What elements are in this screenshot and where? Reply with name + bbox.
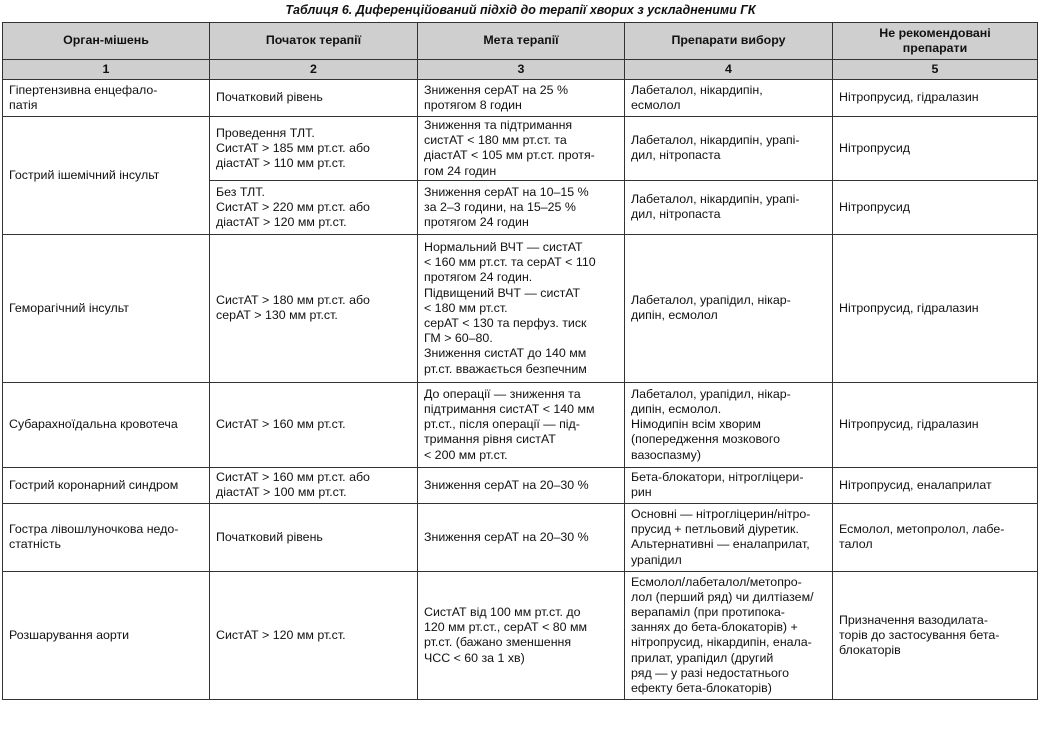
start-cell: СистАТ > 180 мм рт.ст. або серАТ > 130 мм рт.ст. [210, 234, 418, 382]
goal-cell: Зниження серАТ на 20–30 % [418, 503, 625, 571]
header-start: Початок терапії [210, 23, 418, 60]
organ-cell: Гострий ішемічний інсульт [3, 117, 210, 235]
column-number: 5 [833, 60, 1038, 80]
not-recommended-cell: Нітропрусид [833, 117, 1038, 181]
drugs-cell: Основні — нітрогліцерин/нітро- прусид + петльовий діуретик. Альтернативні — еналаприлат, урапідил [625, 503, 833, 571]
not-recommended-cell: Нітропрусид, еналаприлат [833, 467, 1038, 503]
start-cell: Початковий рівень [210, 80, 418, 117]
organ-cell: Субарахноїдальна кровотеча [3, 382, 210, 467]
drugs-cell: Лабеталол, нікардипін, урапі- дил, нітропаста [625, 180, 833, 234]
goal-cell: Зниження серАТ на 10–15 % за 2–3 години, на 15–25 % протягом 24 годин [418, 180, 625, 234]
start-cell: Проведення ТЛТ. СистАТ > 185 мм рт.ст. або діастАТ > 110 мм рт.ст. [210, 117, 418, 181]
organ-cell: Гостра лівошлуночкова недо- статність [3, 503, 210, 571]
organ-cell: Гіпертензивна енцефало- патія [3, 80, 210, 117]
therapy-table [2, 22, 1038, 700]
goal-cell: До операції — зниження та підтримання систАТ < 140 мм рт.ст., після операції — під- тримання рівня систАТ < 200 мм рт.ст. [418, 382, 625, 467]
goal-cell: СистАТ від 100 мм рт.ст. до 120 мм рт.ст., серАТ < 80 мм рт.ст. (бажано зменшення ЧСС < 60 за 1 хв) [418, 571, 625, 699]
organ-cell: Гострий коронарний синдром [3, 467, 210, 503]
column-number: 2 [210, 60, 418, 80]
not-recommended-cell: Призначення вазодилата- торів до застосування бета- блокаторів [833, 571, 1038, 699]
table-caption: Таблиця 6. Диференційований підхід до терапії хворих з ускладненими ГК [285, 3, 756, 17]
goal-cell: Зниження серАТ на 25 % протягом 8 годин [418, 80, 625, 117]
drugs-cell: Лабеталол, урапідил, нікар- дипін, есмолол. Німодипін всім хворим (попередження мозкового вазоспазму) [625, 382, 833, 467]
not-recommended-cell: Нітропрусид, гідралазин [833, 80, 1038, 117]
header-not-recommended: Не рекомендовані препарати [833, 23, 1038, 60]
header-row [3, 23, 1038, 60]
table-row [3, 117, 1038, 181]
start-cell: Без ТЛТ. СистАТ > 220 мм рт.ст. або діастАТ > 120 мм рт.ст. [210, 180, 418, 234]
start-cell: Початковий рівень [210, 503, 418, 571]
not-recommended-cell: Нітропрусид, гідралазин [833, 382, 1038, 467]
drugs-cell: Лабеталол, урапідил, нікар- дипін, есмолол [625, 234, 833, 382]
table-row [3, 234, 1038, 382]
goal-cell: Зниження та підтримання систАТ < 180 мм рт.ст. та діастАТ < 105 мм рт.ст. протя- гом 24 годин [418, 117, 625, 181]
header-organ: Орган-мішень [3, 23, 210, 60]
start-cell: СистАТ > 160 мм рт.ст. або діастАТ > 100 мм рт.ст. [210, 467, 418, 503]
table-row [3, 503, 1038, 571]
column-number: 4 [625, 60, 833, 80]
column-number-row [3, 60, 1038, 80]
start-cell: СистАТ > 120 мм рт.ст. [210, 571, 418, 699]
goal-cell: Нормальний ВЧТ — систАТ < 160 мм рт.ст. та серАТ < 110 протягом 24 годин. Підвищений ВЧТ — систАТ < 180 мм рт.ст. серАТ < 130 та перфуз. тиск ГМ > 60–80. Зниження систАТ до 140 мм рт.ст. вважається безпечним [418, 234, 625, 382]
not-recommended-cell: Нітропрусид [833, 180, 1038, 234]
drugs-cell: Бета-блокатори, нітрогліцери- рин [625, 467, 833, 503]
organ-cell: Розшарування аорти [3, 571, 210, 699]
drugs-cell: Есмолол/лабеталол/метопро- лол (перший ряд) чи дилтіазем/ верапаміл (при протипока- заннях до бета-блокаторів) + нітропрусид, нікардипін, енала- прилат, урапідил (другий ряд — у разі недостатнього ефекту бета-блокаторів) [625, 571, 833, 699]
start-cell: СистАТ > 160 мм рт.ст. [210, 382, 418, 467]
not-recommended-cell: Есмолол, метопролол, лабе- талол [833, 503, 1038, 571]
table-row [3, 571, 1038, 699]
table-row [3, 382, 1038, 467]
not-recommended-cell: Нітропрусид, гідралазин [833, 234, 1038, 382]
header-goal: Мета терапії [418, 23, 625, 60]
goal-cell: Зниження серАТ на 20–30 % [418, 467, 625, 503]
drugs-cell: Лабеталол, нікардипін, есмолол [625, 80, 833, 117]
column-number: 3 [418, 60, 625, 80]
drugs-cell: Лабеталол, нікардипін, урапі- дил, нітропаста [625, 117, 833, 181]
table-row [3, 467, 1038, 503]
organ-cell: Геморагічний інсульт [3, 234, 210, 382]
table-row [3, 80, 1038, 117]
header-drugs: Препарати вибору [625, 23, 833, 60]
column-number: 1 [3, 60, 210, 80]
